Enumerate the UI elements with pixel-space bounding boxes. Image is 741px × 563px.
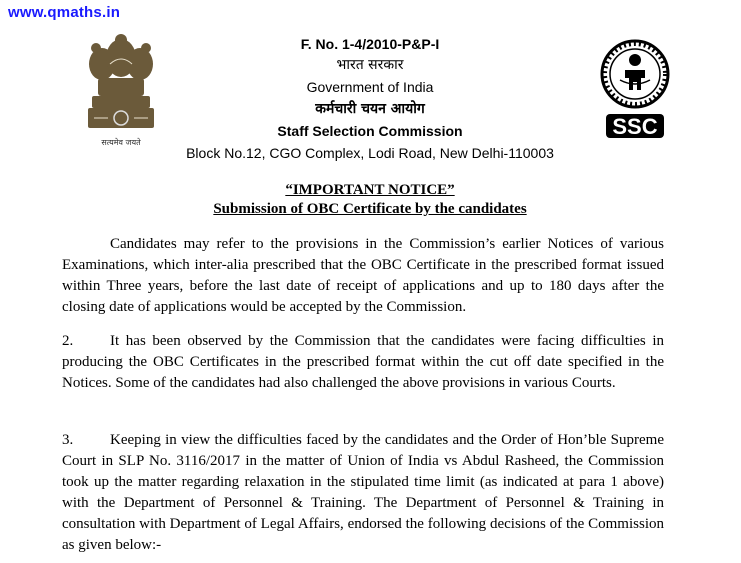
hindi-government: भारत सरकार [336, 57, 404, 73]
commission-name: Staff Selection Commission [277, 123, 463, 139]
national-emblem-icon [80, 34, 162, 150]
paragraph-1 [62, 234, 664, 318]
government-of-india: Government of India [306, 79, 434, 95]
letterhead [170, 34, 570, 164]
hindi-commission-name: कर्मचारी चयन आयोग [315, 101, 425, 117]
paragraph-number: 3. [62, 432, 74, 448]
notice-heading: “IMPORTANT NOTICE” [285, 182, 455, 198]
file-number: F. No. 1-4/2010-P&P-I [300, 36, 440, 52]
office-address: Block No.12, CGO Complex, Lodi Road, New Delhi-110003 [186, 145, 554, 161]
paragraph-text: Candidates may refer to the provisions in the Commission’s earlier Notices of various Examinations, which inter-alia prescribed that the OBC Certificate in the prescribed format issued within Three years, before the last date of receipt of applications and up to 180 days after the closing date of applications would be accepted by the Commission. [62, 236, 664, 315]
paragraph-2 [62, 331, 664, 394]
paragraph-text: It has been observed by the Commission that the candidates were facing difficulties in producing the OBC Certificates in the prescribed format within the cut off date specified in the Notices. Some of the candidates had also challenged the above provisions in various Courts. [62, 333, 664, 391]
notice-title [150, 181, 590, 219]
paragraph-number: 2. [62, 333, 74, 349]
ssc-logo [598, 38, 672, 142]
paragraph-text: Keeping in view the difficulties faced by the candidates and the Order of Hon’ble Supreme Court in SLP No. 3116/2017 in the matter of Union of India vs Abdul Rasheed, the Commission took up the matter regarding relaxation in the stipulated time limit (as indicated at para 1 above) with the Department of Personnel & Training. The Department of Personnel & Training in consultation with Department of Legal Affairs, endorsed the following decisions of the Commission as given below:- [62, 432, 664, 553]
notice-subject: Submission of OBC Certificate by the candidates [213, 201, 527, 217]
watermark-link[interactable]: www.qmaths.in [8, 4, 121, 21]
emblem-motto: सत्यमेव जयते [101, 138, 141, 147]
paragraph-3 [62, 430, 664, 556]
svg-text:SSC: SSC [612, 114, 658, 139]
